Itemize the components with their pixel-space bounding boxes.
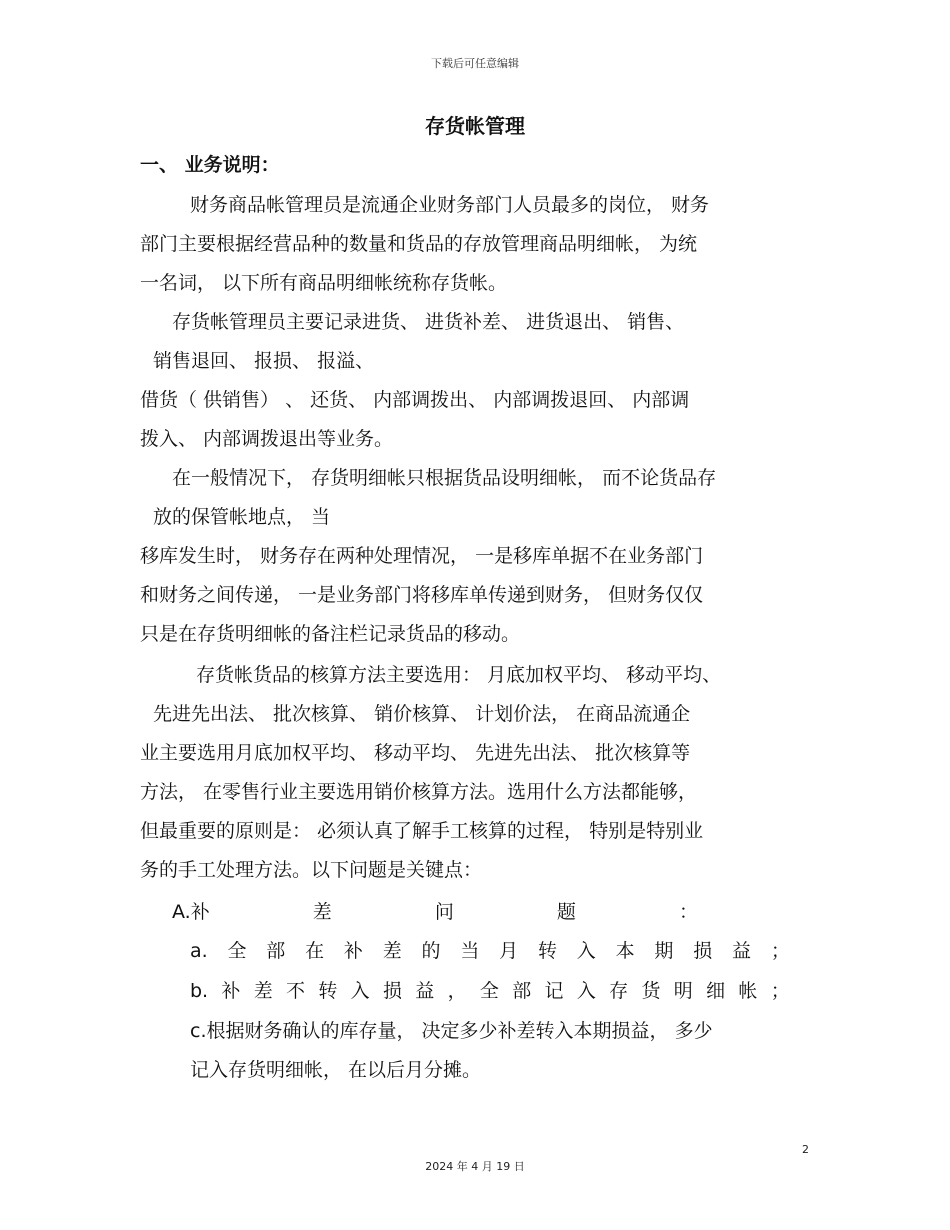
list-char: 明 xyxy=(673,980,693,1002)
list-char: 部 xyxy=(512,980,532,1002)
list-item-a1 xyxy=(190,936,790,966)
list-char: 入 xyxy=(576,940,596,962)
list-char: ： xyxy=(678,901,698,923)
paragraph-line: 方法， 在零售行业主要选用销价核算方法。选用什么方法都能够， xyxy=(140,781,698,803)
paragraph-line: 拨入、 内部调拨退出等业务。 xyxy=(140,428,394,450)
list-char: 补 xyxy=(221,980,241,1002)
list-char: 部 xyxy=(266,940,286,962)
list-char: b. xyxy=(190,980,209,1002)
list-char: ； xyxy=(770,940,790,962)
list-char: 当 xyxy=(460,940,480,962)
list-item-c1-continued: 记入存货明细帐， 在以后月分摊。 xyxy=(190,1059,482,1081)
list-char: 入 xyxy=(350,980,370,1002)
list-char: 补 xyxy=(343,940,363,962)
paragraph-line: 部门主要根据经营品种的数量和货品的存放管理商品明细帐， 为统 xyxy=(140,233,698,255)
list-char: a. xyxy=(190,940,208,962)
list-char: 本 xyxy=(615,940,635,962)
paragraph-line: 销售退回、 报损、 报溢、 xyxy=(153,350,375,372)
paragraph-line: 只是在存货明细帐的备注栏记录货品的移动。 xyxy=(140,623,521,645)
list-char: 帐 xyxy=(738,980,758,1002)
list-char: 在 xyxy=(305,940,325,962)
paragraph-line: 财务商品帐管理员是流通企业财务部门人员最多的岗位， 财务 xyxy=(190,194,710,216)
paragraph-line: 借货（ 供销售） 、 还货、 内部调拨出、 内部调拨退回、 内部调 xyxy=(140,389,690,411)
list-char: 全 xyxy=(227,940,247,962)
list-char: 问 xyxy=(434,901,454,923)
list-char: A.补 xyxy=(172,901,210,923)
page-footer-date: 2024 年 4 月 19 日 xyxy=(425,1160,525,1173)
paragraph-line: 一名词， 以下所有商品明细帐统称存货帐。 xyxy=(140,272,508,294)
list-char: 记 xyxy=(544,980,564,1002)
list-item-a xyxy=(172,897,698,927)
list-char: 存 xyxy=(609,980,629,1002)
list-char: 题 xyxy=(556,901,576,923)
paragraph-line: 移库发生时， 财务存在两种处理情况， 一是移库单据不在业务部门 xyxy=(140,545,704,567)
list-char: 货 xyxy=(641,980,661,1002)
list-char: 的 xyxy=(421,940,441,962)
list-char: ； xyxy=(770,980,790,1002)
paragraph-line: 在一般情况下， 存货明细帐只根据货品设明细帐， 而不论货品存 xyxy=(172,467,717,489)
list-char: 损 xyxy=(382,980,402,1002)
list-char: 损 xyxy=(693,940,713,962)
list-char: 转 xyxy=(537,940,557,962)
list-char: 益 xyxy=(732,940,752,962)
paragraph-line: 先进先出法、 批次核算、 销价核算、 计划价法， 在商品流通企 xyxy=(153,703,691,725)
list-item-b1 xyxy=(190,976,790,1006)
paragraph-line: 和财务之间传递， 一是业务部门将移库单传递到财务， 但财务仅仅 xyxy=(140,584,704,606)
list-char: 细 xyxy=(706,980,726,1002)
document-title: 存货帐管理 xyxy=(425,114,525,138)
paragraph-line: 放的保管帐地点， 当 xyxy=(153,506,331,528)
page-number: 2 xyxy=(802,1143,809,1156)
list-char: 不 xyxy=(286,980,306,1002)
section-heading: 一、 业务说明： xyxy=(140,154,280,176)
paragraph-line: 存货帐管理员主要记录进货、 进货补差、 进货退出、 销售、 xyxy=(172,311,685,333)
list-item-c1: c.根据财务确认的库存量， 决定多少补差转入本期损益， 多少 xyxy=(190,1020,713,1042)
paragraph-line: 但最重要的原则是： 必须认真了解手工核算的过程， 特别是特别业 xyxy=(140,820,704,842)
list-char: 入 xyxy=(576,980,596,1002)
list-char: 差 xyxy=(253,980,273,1002)
paragraph-line: 业主要选用月底加权平均、 移动平均、 先进先出法、 批次核算等 xyxy=(140,742,691,764)
list-char: 期 xyxy=(654,940,674,962)
paragraph-line: 存货帐货品的核算方法主要选用： 月底加权平均、 移动平均、 xyxy=(196,664,722,686)
list-char: ， xyxy=(447,980,467,1002)
list-char: 转 xyxy=(318,980,338,1002)
page-header: 下载后可任意编辑 xyxy=(431,57,519,70)
list-char: 益 xyxy=(415,980,435,1002)
list-char: 差 xyxy=(312,901,332,923)
paragraph-line: 务的手工处理方法。以下问题是关键点： xyxy=(140,859,483,881)
list-char: 全 xyxy=(479,980,499,1002)
list-char: 月 xyxy=(499,940,519,962)
list-char: 差 xyxy=(382,940,402,962)
